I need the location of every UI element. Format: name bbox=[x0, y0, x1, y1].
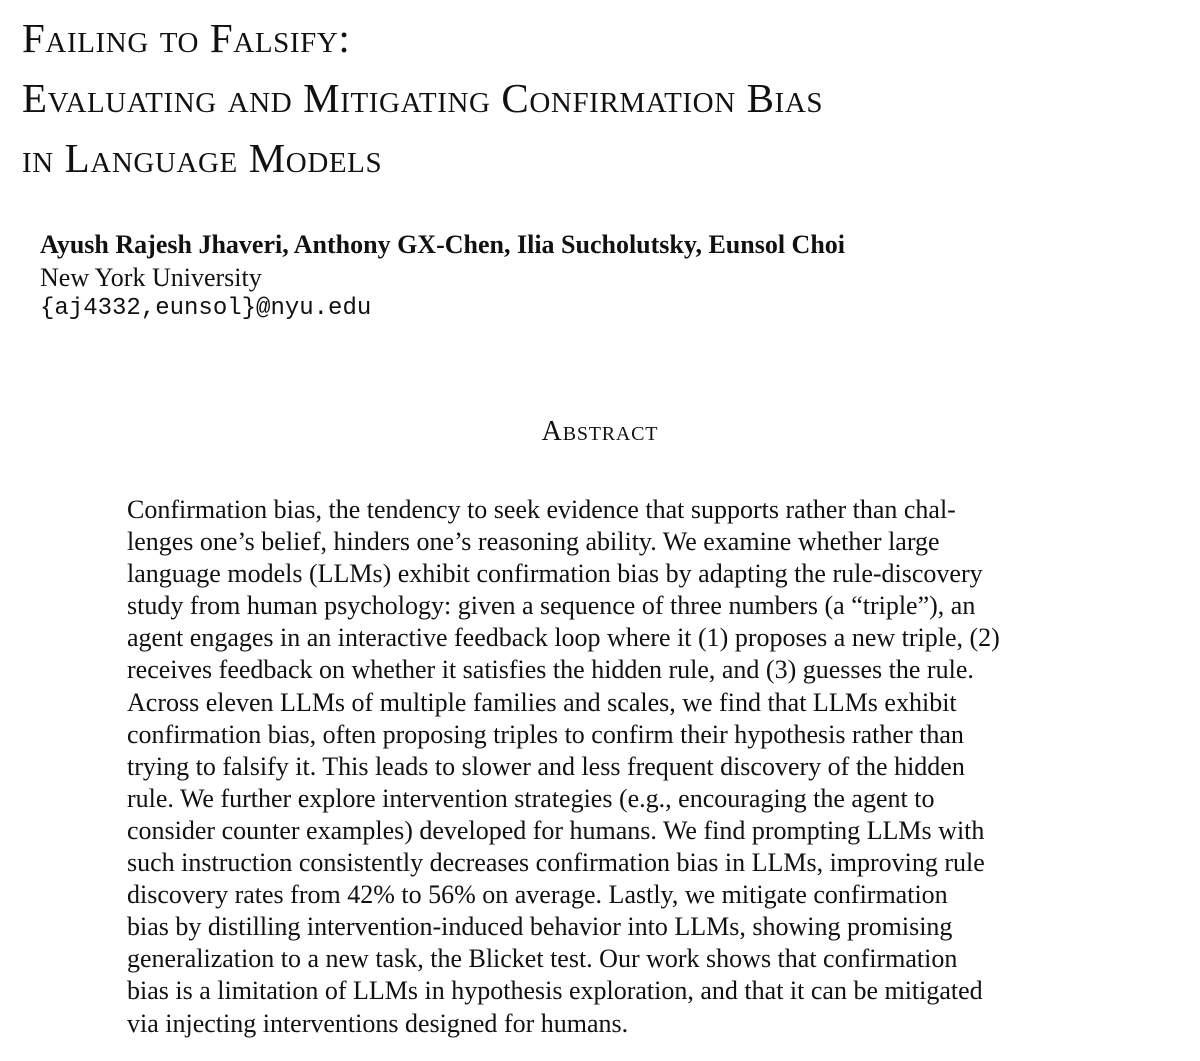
abstract-line: via injecting interventions designed for humans. bbox=[127, 1008, 629, 1038]
abstract-line: trying to falsify it. This leads to slower and less frequent discovery of the hidden bbox=[127, 751, 965, 781]
affiliation: New York University bbox=[40, 263, 262, 292]
title-line: Evaluating and Mitigating Confirmation Bias bbox=[22, 75, 824, 121]
abstract-line: study from human psychology: given a sequence of three numbers (a “triple”), an bbox=[127, 591, 976, 621]
abstract-line: generalization to a new task, the Blicket test. Our work shows that confirmation bbox=[127, 944, 958, 974]
abstract-line: Confirmation bias, the tendency to seek evidence that supports rather than chal- bbox=[127, 495, 956, 524]
abstract-line: confirmation bias, often proposing triples to confirm their hypothesis rather than bbox=[127, 719, 964, 749]
title-line: in Language Models bbox=[22, 135, 383, 181]
abstract-line: rule. We further explore intervention strategies (e.g., encouraging the agent to bbox=[127, 783, 935, 813]
author-block bbox=[40, 228, 1140, 325]
author-email: {aj4332,eunsol}@nyu.edu bbox=[40, 295, 372, 322]
abstract-line: Across eleven LLMs of multiple families and scales, we find that LLMs exhibit bbox=[127, 687, 957, 717]
abstract-line: lenges one’s belief, hinders one’s reasoning ability. We examine whether large bbox=[127, 527, 940, 557]
abstract-line: agent engages in an interactive feedback loop where it (1) proposes a new triple, (2) bbox=[127, 623, 1000, 653]
abstract-line: receives feedback on whether it satisfies the hidden rule, and (3) guesses the rule. bbox=[127, 655, 974, 685]
author-list: Ayush Rajesh Jhaveri, Anthony GX-Chen, Ilia Sucholutsky, Eunsol Choi bbox=[40, 230, 846, 259]
title-line: Failing to Falsify: bbox=[22, 15, 351, 61]
abstract-line: such instruction consistently decreases confirmation bias in LLMs, improving rule bbox=[127, 848, 985, 878]
paper-title bbox=[22, 8, 1192, 188]
abstract-line: language models (LLMs) exhibit confirmation bias by adapting the rule-discovery bbox=[127, 559, 983, 589]
abstract-body bbox=[127, 494, 1087, 1040]
abstract-line: bias is a limitation of LLMs in hypothesis exploration, and that it can be mitigated bbox=[127, 976, 983, 1006]
abstract-line: consider counter examples) developed for humans. We find prompting LLMs with bbox=[127, 815, 985, 845]
abstract-heading: Abstract bbox=[541, 416, 659, 447]
abstract-line: discovery rates from 42% to 56% on average. Lastly, we mitigate confirmation bbox=[127, 880, 948, 910]
abstract-line: bias by distilling intervention-induced behavior into LLMs, showing promising bbox=[127, 912, 953, 942]
